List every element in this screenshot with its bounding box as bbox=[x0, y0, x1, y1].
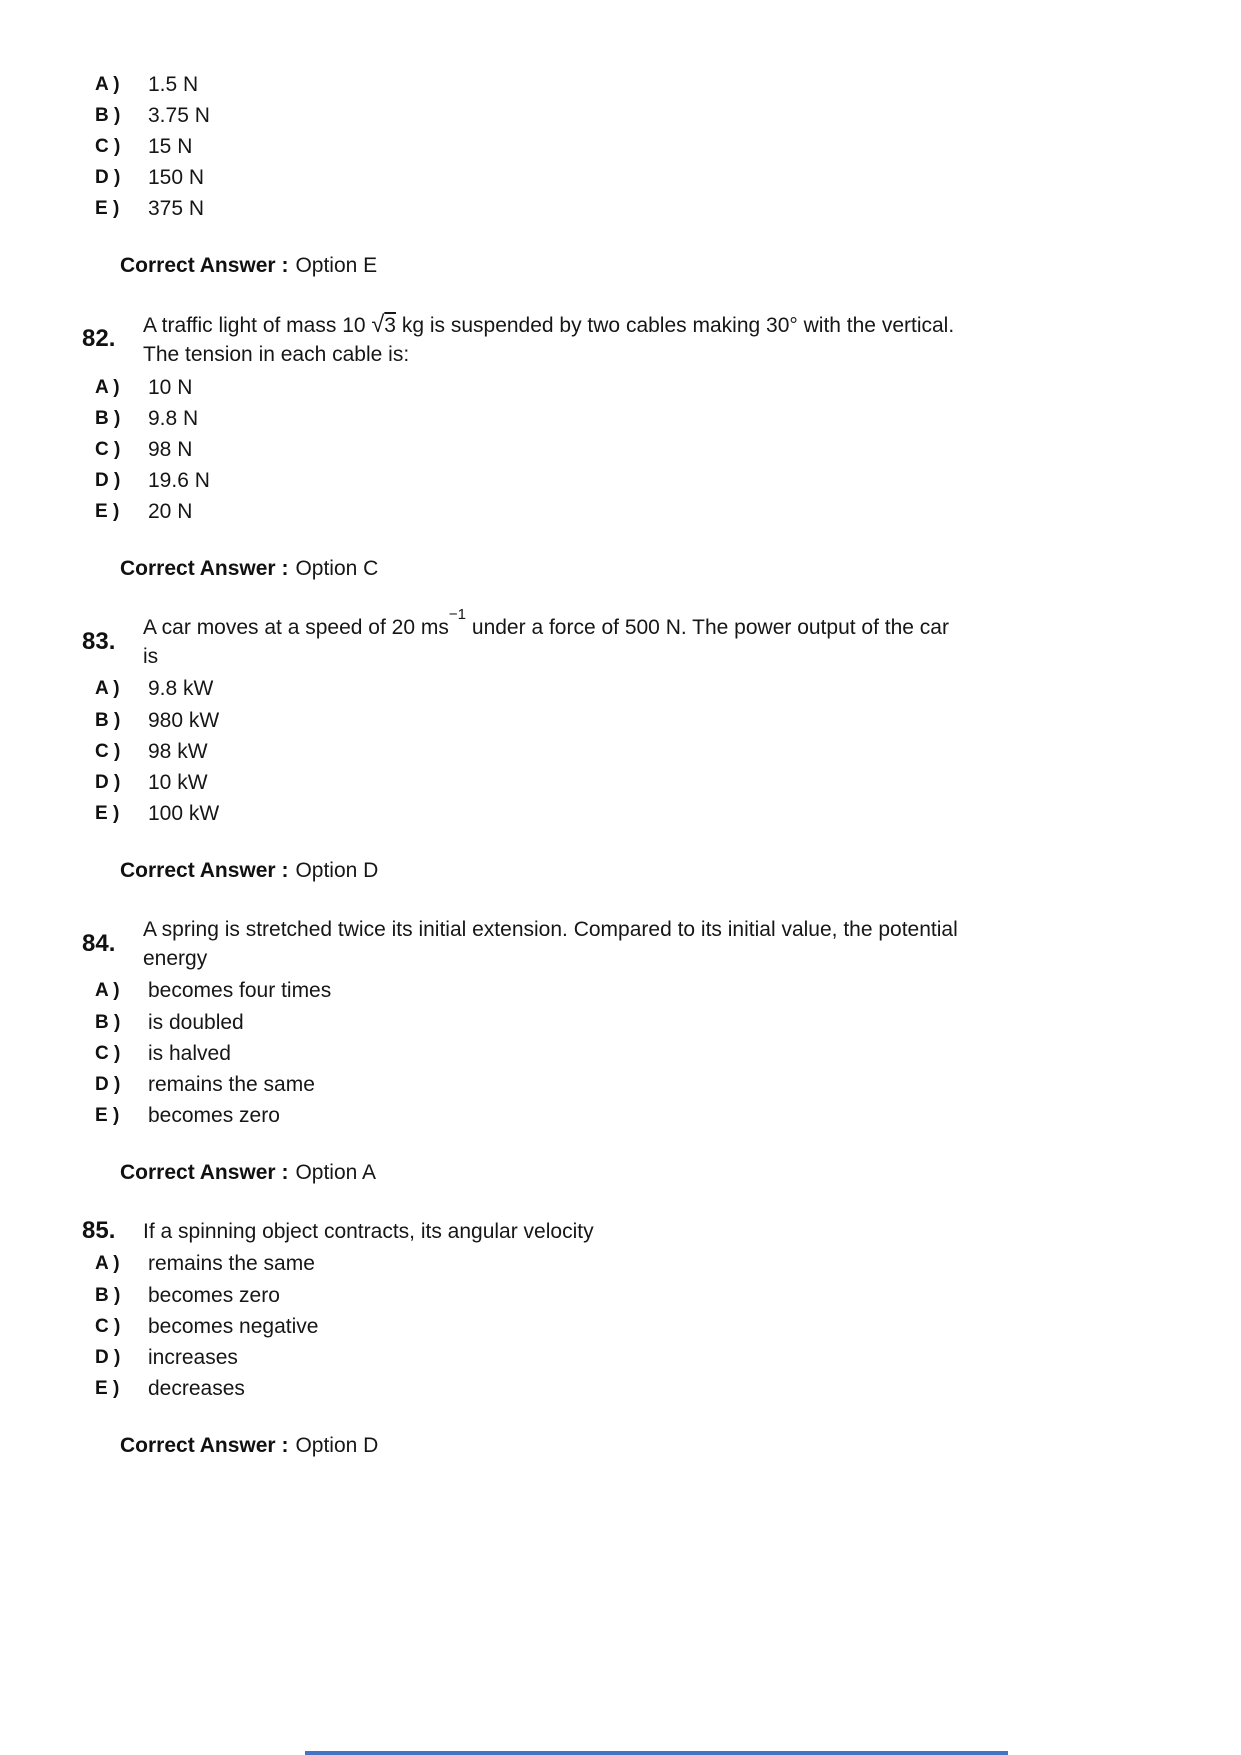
option-text: 100 kW bbox=[148, 802, 220, 826]
option-label: A ) bbox=[95, 376, 120, 398]
option-label: E ) bbox=[95, 1378, 120, 1400]
option-text: becomes four times bbox=[148, 979, 332, 1003]
option-text: 980 kW bbox=[148, 708, 220, 732]
option-label: B ) bbox=[95, 104, 121, 126]
option-row bbox=[95, 131, 1241, 162]
option-text: 20 N bbox=[148, 500, 193, 524]
option-text: 10 kW bbox=[148, 771, 208, 795]
correct-answer-label: Correct Answer : bbox=[120, 1434, 289, 1458]
option-row bbox=[95, 736, 1241, 767]
question-number: 84. bbox=[82, 929, 116, 957]
option-text: 10 N bbox=[148, 375, 193, 399]
option-label: C ) bbox=[95, 740, 121, 762]
option-row bbox=[95, 163, 1241, 194]
option-row bbox=[95, 372, 1241, 403]
correct-answer-label: Correct Answer : bbox=[120, 254, 289, 278]
option-row bbox=[95, 1280, 1241, 1311]
options-list bbox=[0, 1249, 1241, 1405]
option-text: becomes zero bbox=[148, 1104, 280, 1128]
question-row bbox=[82, 1217, 1241, 1246]
options-list bbox=[0, 372, 1241, 528]
option-text: 98 N bbox=[148, 437, 193, 461]
option-text: decreases bbox=[148, 1377, 245, 1401]
options-list bbox=[0, 674, 1241, 830]
option-text: becomes negative bbox=[148, 1314, 319, 1338]
option-label: B ) bbox=[95, 709, 121, 731]
option-row bbox=[95, 705, 1241, 736]
option-row bbox=[95, 1311, 1241, 1342]
option-label: E ) bbox=[95, 198, 120, 220]
correct-answer-row bbox=[120, 856, 1241, 887]
option-label: B ) bbox=[95, 1284, 121, 1306]
option-label: A ) bbox=[95, 1253, 120, 1275]
option-label: C ) bbox=[95, 1042, 121, 1064]
correct-answer-value: Option D bbox=[295, 859, 379, 883]
option-label: D ) bbox=[95, 772, 121, 794]
option-label: B ) bbox=[95, 1011, 121, 1033]
option-label: D ) bbox=[95, 1346, 121, 1368]
question-number: 82. bbox=[82, 325, 116, 353]
option-label: D ) bbox=[95, 1073, 121, 1095]
correct-answer-label: Correct Answer : bbox=[120, 1161, 289, 1185]
option-text: 1.5 N bbox=[148, 72, 199, 96]
question-text-line1: A car moves at a speed of 20 $ms^{-1}$ under a force of 500 N. The power output of the car bbox=[143, 606, 949, 639]
option-text: 9.8 N bbox=[148, 406, 199, 430]
question-row bbox=[82, 606, 1241, 671]
option-row bbox=[95, 403, 1241, 434]
question-block-81-tail bbox=[0, 69, 1241, 282]
option-text: 19.6 N bbox=[148, 469, 210, 493]
option-label: A ) bbox=[95, 678, 120, 700]
correct-answer-row bbox=[120, 251, 1241, 282]
options-list bbox=[0, 69, 1241, 225]
question-row bbox=[82, 310, 1241, 369]
question-text bbox=[143, 606, 949, 671]
correct-answer-label: Correct Answer : bbox=[120, 859, 289, 883]
question-text-line2: is bbox=[143, 644, 159, 668]
option-row bbox=[95, 1249, 1241, 1280]
option-label: C ) bbox=[95, 438, 121, 460]
option-label: A ) bbox=[95, 980, 120, 1002]
sqrt-radical-sign: √ bbox=[371, 310, 385, 337]
option-text: 98 kW bbox=[148, 739, 208, 763]
sqrt-radicand: 3 bbox=[384, 313, 396, 337]
option-text: is doubled bbox=[148, 1010, 244, 1034]
correct-answer-label: Correct Answer : bbox=[120, 557, 289, 581]
correct-answer-row bbox=[120, 1431, 1241, 1462]
option-label: E ) bbox=[95, 803, 120, 825]
option-text: remains the same bbox=[148, 1072, 315, 1096]
option-text: 9.8 kW bbox=[148, 677, 214, 701]
question-text-line1: A spring is stretched twice its initial extension. Compared to its initial value, the potential bbox=[143, 917, 958, 941]
option-row bbox=[95, 434, 1241, 465]
option-row bbox=[95, 674, 1241, 705]
option-label: A ) bbox=[95, 73, 120, 95]
option-text: 15 N bbox=[148, 134, 193, 158]
option-text: is halved bbox=[148, 1041, 231, 1065]
option-row bbox=[95, 194, 1241, 225]
correct-answer-value: Option E bbox=[295, 254, 378, 278]
question-text-line1: If a spinning object contracts, its angular velocity bbox=[143, 1219, 594, 1243]
question-block-82 bbox=[0, 310, 1241, 585]
question-text bbox=[143, 915, 958, 973]
question-text-line2: The tension in each cable is: bbox=[143, 342, 410, 366]
option-text: remains the same bbox=[148, 1252, 315, 1276]
question-block-85 bbox=[0, 1217, 1241, 1462]
option-text: 3.75 N bbox=[148, 103, 210, 127]
option-label: D ) bbox=[95, 167, 121, 189]
question-text bbox=[143, 310, 954, 369]
option-row bbox=[95, 1069, 1241, 1100]
option-label: C ) bbox=[95, 135, 121, 157]
option-text: becomes zero bbox=[148, 1283, 280, 1307]
option-row bbox=[95, 100, 1241, 131]
bottom-divider bbox=[305, 1751, 1008, 1755]
option-row bbox=[95, 799, 1241, 830]
option-row bbox=[95, 1374, 1241, 1405]
option-text: 150 N bbox=[148, 166, 205, 190]
option-row bbox=[95, 466, 1241, 497]
option-row bbox=[95, 1101, 1241, 1132]
option-label: B ) bbox=[95, 407, 121, 429]
options-list bbox=[0, 976, 1241, 1132]
correct-answer-row bbox=[120, 1158, 1241, 1189]
option-row bbox=[95, 976, 1241, 1007]
option-row bbox=[95, 767, 1241, 798]
question-number: 83. bbox=[82, 627, 116, 655]
option-row bbox=[95, 1038, 1241, 1069]
question-text-line2: energy bbox=[143, 946, 208, 970]
question-text-line1: A traffic light of mass 10 √3 kg is suspended by two cables making 30° with the vertical. bbox=[143, 310, 955, 337]
option-row bbox=[95, 1342, 1241, 1373]
option-row bbox=[95, 1007, 1241, 1038]
correct-answer-row bbox=[120, 554, 1241, 585]
question-row bbox=[82, 915, 1241, 973]
correct-answer-value: Option A bbox=[295, 1161, 376, 1185]
option-row bbox=[95, 497, 1241, 528]
question-text bbox=[143, 1217, 594, 1246]
option-label: D ) bbox=[95, 470, 121, 492]
question-block-84 bbox=[0, 915, 1241, 1189]
option-label: C ) bbox=[95, 1315, 121, 1337]
correct-answer-value: Option C bbox=[295, 557, 379, 581]
exponent-superscript: −1 bbox=[448, 606, 467, 624]
option-text: increases bbox=[148, 1345, 238, 1369]
question-block-83 bbox=[0, 606, 1241, 887]
option-row bbox=[95, 69, 1241, 100]
question-number: 85. bbox=[82, 1217, 116, 1245]
option-label: E ) bbox=[95, 501, 120, 523]
option-label: E ) bbox=[95, 1105, 120, 1127]
correct-answer-value: Option D bbox=[295, 1434, 379, 1458]
option-text: 375 N bbox=[148, 197, 205, 221]
